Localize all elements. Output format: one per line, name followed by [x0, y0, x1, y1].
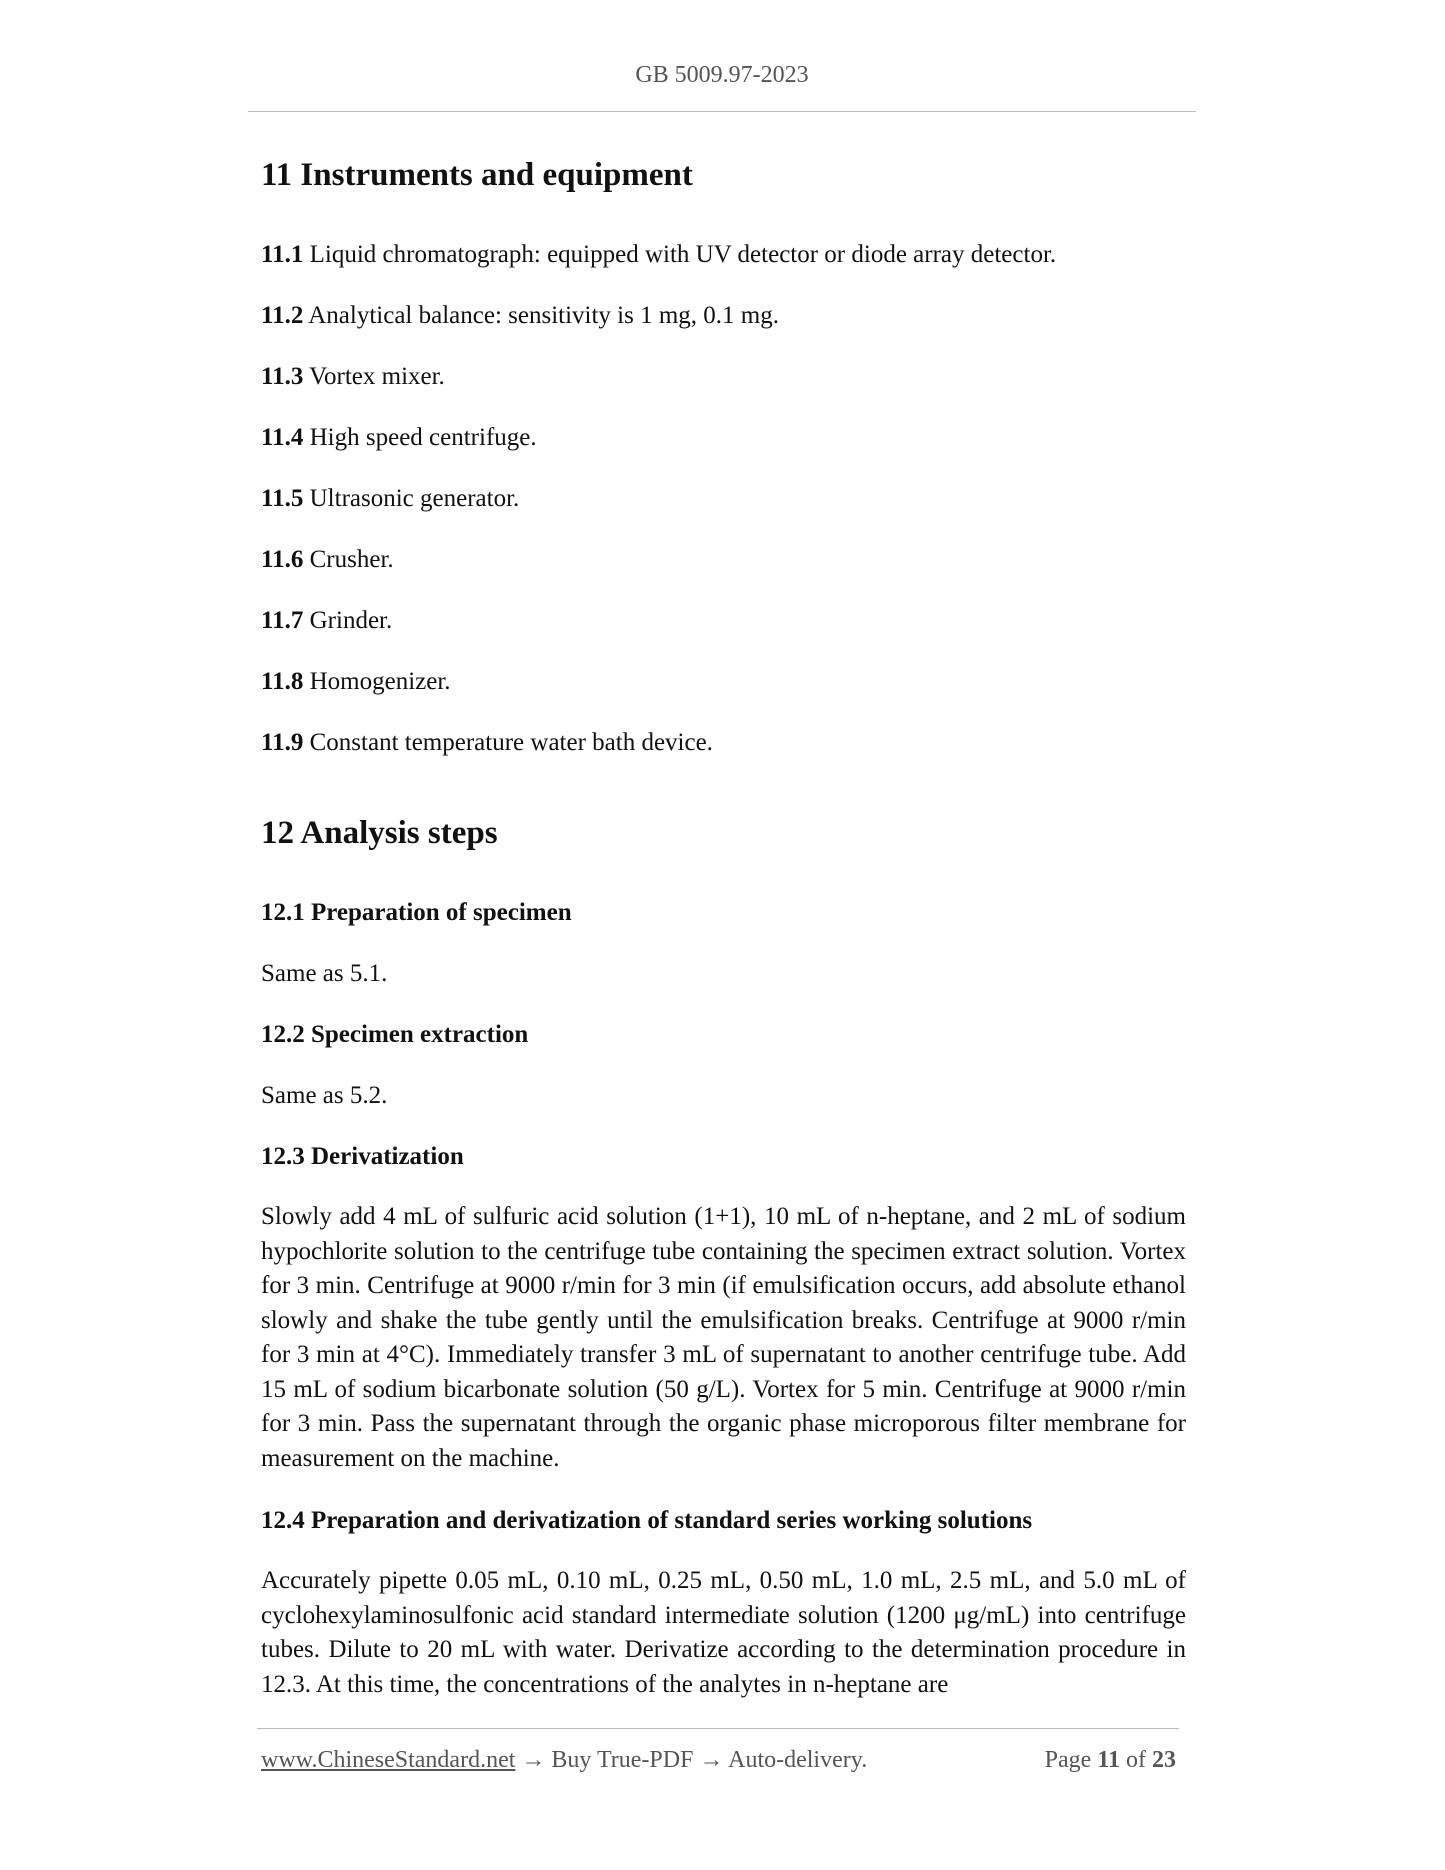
list-item — [261, 546, 394, 574]
page-indicator — [1045, 1747, 1176, 1774]
list-item — [261, 302, 779, 330]
paragraph: Accurately pipette 0.05 mL, 0.10 mL, 0.25 mL, 0.50 mL, 1.0 mL, 2.5 mL, and 5.0 mL of cyclohexylaminosulfonic acid standard intermediate solution (1200 μg/mL) into centrifuge tubes. Dilute to 20 mL with water. Derivatize according to the determination procedure in 12.3. At this time, the concentrations of the analytes in n-heptane are — [261, 1567, 1186, 1698]
item-number: 11.7 — [261, 607, 304, 634]
site-link[interactable]: www.ChineseStandard.net — [261, 1747, 516, 1773]
item-number: 11.6 — [261, 546, 304, 573]
subsection-heading: 12.4 Preparation and derivatization of standard series working solutions — [261, 1507, 1033, 1534]
header-divider — [248, 111, 1196, 112]
item-text: Vortex mixer. — [303, 363, 445, 390]
section-12-title: 12 Analysis steps — [261, 815, 498, 851]
page-number: 11 — [1097, 1747, 1120, 1773]
list-item — [261, 424, 537, 452]
list-item — [261, 241, 1056, 269]
item-text: High speed centrifuge. — [303, 424, 537, 451]
subsection-text: Same as 5.2. — [261, 1082, 388, 1109]
of-label: of — [1126, 1747, 1146, 1773]
list-item — [261, 607, 392, 635]
item-text: Analytical balance: sensitivity is 1 mg, 0.1 mg. — [303, 302, 779, 329]
item-number: 11.5 — [261, 485, 304, 512]
item-text: Ultrasonic generator. — [303, 485, 520, 512]
page-label: Page — [1044, 1747, 1092, 1773]
item-number: 11.9 — [261, 729, 304, 756]
subsection-heading: 12.2 Specimen extraction — [261, 1021, 529, 1048]
item-number: 11.2 — [261, 302, 304, 329]
item-text: Homogenizer. — [303, 668, 451, 695]
list-item — [261, 363, 445, 391]
subsection-text: Same as 5.1. — [261, 960, 388, 987]
item-text: Liquid chromatograph: equipped with UV detector or diode array detector. — [303, 241, 1057, 268]
document-header: GB 5009.97-2023 — [635, 62, 809, 88]
section-11-title: 11 Instruments and equipment — [261, 157, 693, 193]
list-item — [261, 485, 519, 513]
subsection-heading: 12.3 Derivatization — [261, 1143, 464, 1170]
footer-divider — [257, 1728, 1179, 1729]
page-total: 23 — [1152, 1747, 1176, 1773]
paragraph: Slowly add 4 mL of sulfuric acid solution (1+1), 10 mL of n-heptane, and 2 mL of sodium hypochlorite solution to the centrifuge tube containing the specimen extract solution. Vortex for 3 min. Centrifuge at 9000 r/min for 3 min (if emulsification occurs, add absolute ethanol slowly and shake the tube gently until the emulsification breaks. Centrifuge at 9000 r/min for 3 min at 4°C). Immediately transfer 3 mL of supernatant to another centrifuge tube. Add 15 mL of sodium bicarbonate solution (50 g/L). Vortex for 5 min. Centrifuge at 9000 r/min for 3 min. Pass the supernatant through the organic phase microporous filter membrane for measurement on the machine. — [261, 1203, 1186, 1472]
item-text: Constant temperature water bath device. — [303, 729, 713, 756]
item-text: Crusher. — [303, 546, 394, 573]
subsection-heading: 12.1 Preparation of specimen — [261, 899, 572, 926]
item-number: 11.3 — [261, 363, 304, 390]
list-item — [261, 668, 451, 696]
item-text: Grinder. — [303, 607, 393, 634]
buy-text: → Buy True-PDF → Auto-delivery. — [515, 1747, 868, 1773]
item-number: 11.1 — [261, 241, 304, 268]
item-number: 11.4 — [261, 424, 304, 451]
list-item — [261, 729, 713, 757]
item-number: 11.8 — [261, 668, 304, 695]
page-footer — [261, 1747, 1176, 1774]
